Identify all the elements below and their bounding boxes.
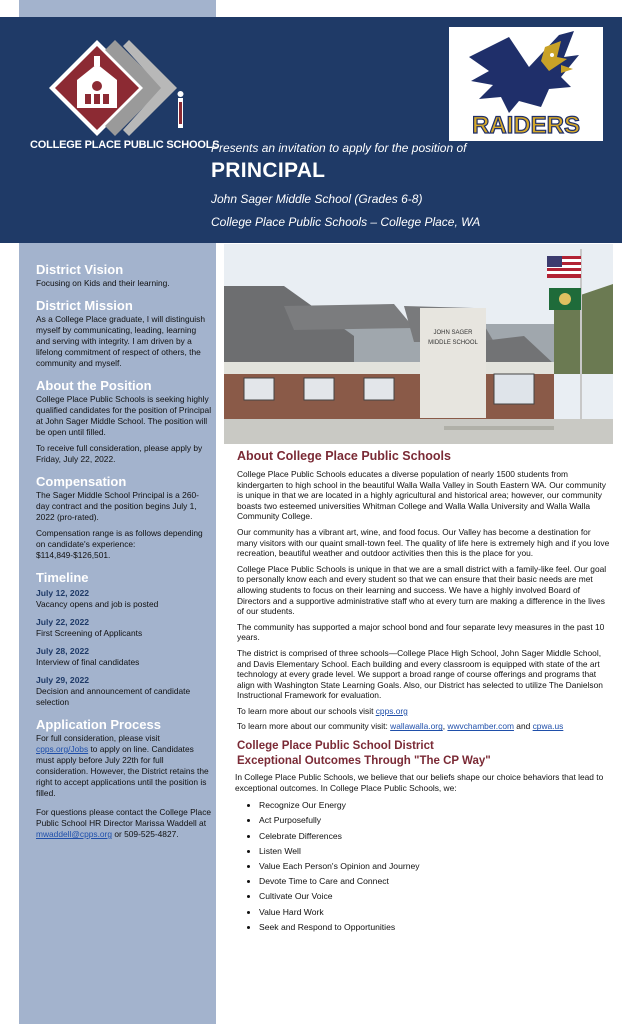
- contact-text: [36, 807, 212, 840]
- cpps-link[interactable]: cpps.org: [375, 705, 408, 716]
- school-building-photo: [224, 244, 613, 444]
- timeline-heading: Timeline: [36, 570, 89, 585]
- about-paragraph-4: The community has supported a major school bond and four separate levy measures in the past 10 years.: [237, 621, 605, 643]
- about-paragraph-3: College Place Public Schools is unique in that we are a small district with a family-like feel. Our goal to personally know each and every student so that we can ensure that their basic needs are met allowing students to focus on their learning and success. We have a highly involved Board of Directors and a supportive administrative staff who at every turn are making a difference in the lives of our students.: [237, 563, 607, 617]
- list-item: • Recognize Our Energy: [259, 798, 613, 813]
- outcomes-list: [237, 798, 613, 935]
- compensation-text-2: Compensation range is as follows depending on candidate's experience: $114,849-$126,501.: [36, 528, 203, 560]
- timeline-date: July 28, 2022: [36, 646, 90, 656]
- link-separator: ,: [442, 721, 448, 732]
- raiders-eagle-icon: [449, 27, 603, 141]
- outcomes-heading-2: Exceptional Outcomes Through "The CP Way": [237, 755, 491, 768]
- timeline-desc: Interview of final candidates: [36, 657, 140, 667]
- hr-email-link[interactable]: mwaddell@cpps.org: [36, 829, 113, 839]
- outcomes-intro: In College Place Public Schools, we believe that our beliefs shape our choice behaviors that lead to exceptional outcomes. In College Place Public Schools, we:: [235, 772, 604, 793]
- position-heading: About the Position: [36, 378, 152, 393]
- school-sign-line2: MIDDLE SCHOOL: [428, 340, 478, 346]
- compensation-text-1: The Sager Middle School Principal is a 260-day contract and the position begins July 1, 2022 (pro-rated).: [36, 490, 199, 522]
- learn-schools: [237, 706, 613, 717]
- contact-text-pre: For questions please contact the College Place Public School HR Director Marissa Waddell at: [36, 807, 212, 828]
- learn-schools-text: To learn more about our schools visit: [237, 705, 376, 716]
- compensation-heading: Compensation: [36, 474, 127, 489]
- position-title: PRINCIPAL: [211, 159, 326, 182]
- cpwa-link[interactable]: cpwa.us: [532, 721, 564, 732]
- list-item: • Devote Time to Care and Connect: [259, 874, 613, 889]
- list-item: • Value Hard Work: [259, 905, 613, 920]
- sidebar-content: [36, 262, 212, 840]
- list-item: • Value Each Person's Opinion and Journey: [259, 859, 613, 874]
- position-text-1: College Place Public Schools is seeking highly qualified candidates for the position of Principal at John Sager Middle School. The position will be open until filled.: [36, 394, 212, 437]
- timeline-desc: Decision and announcement of candidate selection: [36, 686, 191, 707]
- contact-phone: or 509-525-4827.: [112, 829, 179, 839]
- vision-heading: District Vision: [36, 262, 124, 277]
- school-sign-line1: JOHN SAGER: [433, 330, 473, 336]
- timeline-date: July 22, 2022: [36, 617, 90, 627]
- timeline-desc: Vacancy opens and job is posted: [36, 599, 159, 609]
- jobs-link[interactable]: cpps.org/Jobs: [36, 744, 89, 754]
- main-content: [237, 449, 613, 935]
- vision-text: Focusing on Kids and their learning.: [36, 278, 170, 288]
- timeline-date: July 12, 2022: [36, 588, 90, 598]
- about-paragraph-5: The district is comprised of three schools—College Place High School, John Sager Middle School, and Davis Elementary School. Each building and every classroom is equipped with state of the art technology at every grade level. We support a broad range of course offerings and programs that align with Washington State Learning Goals. Also, our District has selected to utilize The Danielson Instructional Framework for evaluation.: [237, 647, 603, 701]
- wallawalla-link[interactable]: wallawalla.org: [390, 721, 443, 732]
- learn-community-text: To learn more about our community visit:: [237, 721, 391, 732]
- mission-text: As a College Place graduate, I will distinguish myself by communicating, leading, learning and serving with integrity. I am driven by a lifelong commitment of respect of others, the community and myself.: [36, 314, 205, 368]
- school-name: John Sager Middle School (Grades 6-8): [211, 192, 423, 206]
- application-text-post: to apply on line. Candidates must apply before July 22th for full consideration. However, the District retains the right to accept applications until the position is filled.: [36, 744, 209, 798]
- about-heading: About College Place Public Schools: [237, 449, 451, 463]
- mission-heading: District Mission: [36, 298, 133, 313]
- raiders-logo: [449, 27, 603, 141]
- learn-community: [237, 721, 613, 732]
- chamber-link[interactable]: wwvchamber.com: [447, 721, 514, 732]
- timeline-date: July 29, 2022: [36, 675, 90, 685]
- link-and: and: [513, 721, 533, 732]
- district-logo-icon: [45, 36, 195, 136]
- outcomes-heading-1: College Place Public School District: [237, 740, 434, 753]
- list-item: • Act Purposefully: [259, 813, 613, 828]
- timeline-desc: First Screening of Applicants: [36, 628, 143, 638]
- list-item: • Seek and Respond to Opportunities: [259, 920, 613, 935]
- position-text-2: To receive full consideration, please apply by Friday, July 22, 2022.: [36, 443, 203, 464]
- invitation-text: Presents an invitation to apply for the position of: [211, 141, 467, 155]
- about-paragraph-2: Our community has a vibrant art, wine, and food focus. Our Valley has become a destination for many visitors with our quaint small-town feel. The quality of life here is extremely high and if you love recreation, beautiful weather and outdoor activities then this is the place for you.: [237, 526, 610, 559]
- district-location: College Place Public Schools – College Place, WA: [211, 215, 481, 229]
- about-paragraph-1: College Place Public Schools educates a diverse population of nearly 1500 students from kindergarten to high school in the beautiful Walla Walla Valley in South Eastern WA. Our community is unique in that we are located in a highly agricultural and historical area; however, our community boasts two esteemed universities Whitman College and Walla Walla University and Walla Walla Community College.: [237, 469, 606, 522]
- application-heading: Application Process: [36, 717, 161, 732]
- raiders-wordmark: RAIDERS: [471, 112, 581, 139]
- list-item: • Cultivate Our Voice: [259, 889, 613, 904]
- list-item: • Celebrate Differences: [259, 829, 613, 844]
- sidebar-top-strip: [19, 0, 216, 17]
- application-text-pre: For full consideration, please visit: [36, 733, 160, 743]
- list-item: • Listen Well: [259, 844, 613, 859]
- district-logo-text: COLLEGE PLACE PUBLIC SCHOOLS: [30, 139, 220, 151]
- application-text: [36, 733, 212, 799]
